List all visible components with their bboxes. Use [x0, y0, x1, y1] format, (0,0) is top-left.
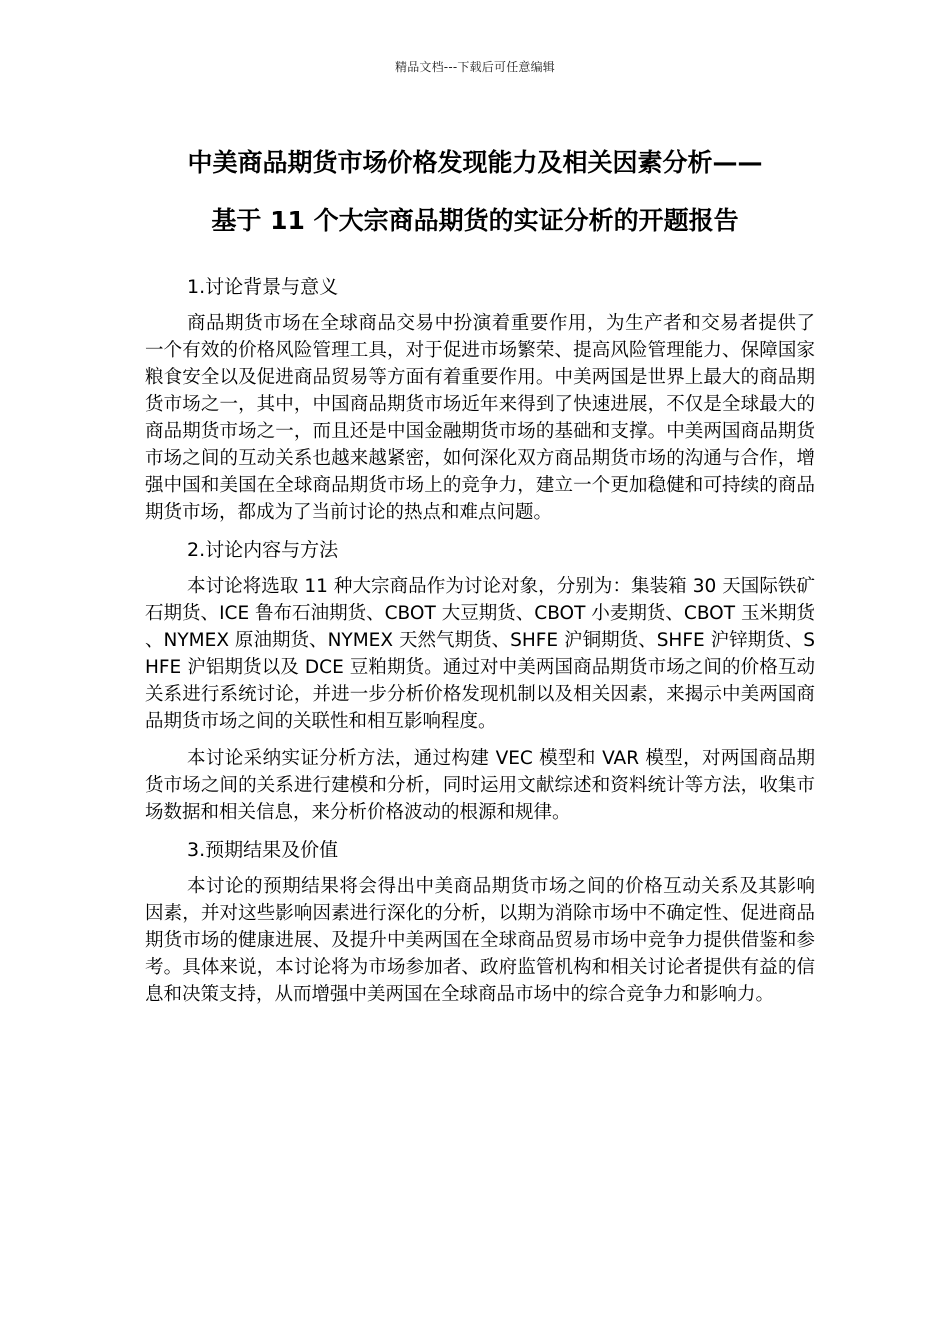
section-paragraph: 本讨论的预期结果将会得出中美商品期货市场之间的价格互动关系及其影响因素，并对这些影响因素进行深化的分析，以期为消除市场中不确定性、促进商品期货市场的健康进展、及提升中美两国在全球商品贸易市场中竞争力提供借鉴和参考。具体来说，本讨论将为市场参加者、政府监管机构和相关讨论者提供有益的信息和决策支持，从而增强中美两国在全球商品市场中的综合竞争力和影响力。 — [145, 876, 815, 1005]
header-note: 精品文档---下载后可任意编辑 — [395, 60, 555, 74]
section-paragraph: 商品期货市场在全球商品交易中扮演着重要作用，为生产者和交易者提供了一个有效的价格风险管理工具，对于促进市场繁荣、提高风险管理能力、保障国家粮食安全以及促进商品贸易等方面有着重要作用。中美两国是世界上最大的商品期货市场之一，其中，中国商品期货市场近年来得到了快速进展，不仅是全球最大的商品期货市场之一，而且还是中国金融期货市场的基础和支撑。中美两国商品期货市场之间的互动关系也越来越紧密，如何深化双方商品期货市场的沟通与合作，增强中国和美国在全球商品期货市场上的竞争力，建立一个更加稳健和可持续的商品期货市场，都成为了当前讨论的热点和难点问题。 — [145, 313, 815, 523]
section-paragraph: 本讨论将选取 11 种大宗商品作为讨论对象，分别为：集装箱 30 天国际铁矿石期货、ICE 鲁布石油期货、CBOT 大豆期货、CBOT 小麦期货、CBOT 玉米期货、NYMEX 原油期货、NYMEX 天然气期货、SHFE 沪铜期货、SHFE 沪锌期货、SHFE 沪铝期货以及 DCE 豆粕期货。通过对中美两国商品期货市场之间的价格互动关系进行系统讨论，并进一步分析价格发现机制以及相关因素，来揭示中美两国商品期货市场之间的关联性和相互影响程度。 — [145, 576, 815, 732]
document-title — [120, 134, 830, 250]
document-body — [145, 273, 815, 1018]
section-heading: 2.讨论内容与方法 — [187, 539, 339, 561]
title-line-2: 基于 11 个大宗商品期货的实证分析的开题报告 — [211, 206, 739, 235]
section-background — [145, 273, 815, 526]
section-heading: 3.预期结果及价值 — [187, 839, 339, 861]
section-expected-results — [145, 836, 815, 1008]
title-line-1: 中美商品期货市场价格发现能力及相关因素分析—— — [187, 148, 763, 177]
section-heading: 1.讨论背景与意义 — [187, 276, 339, 298]
section-content-method — [145, 536, 815, 826]
section-paragraph: 本讨论采纳实证分析方法，通过构建 VEC 模型和 VAR 模型，对两国商品期货市场之间的关系进行建模和分析，同时运用文献综述和资料统计等方法，收集市场数据和相关信息，来分析价格波动的根源和规律。 — [145, 748, 815, 823]
